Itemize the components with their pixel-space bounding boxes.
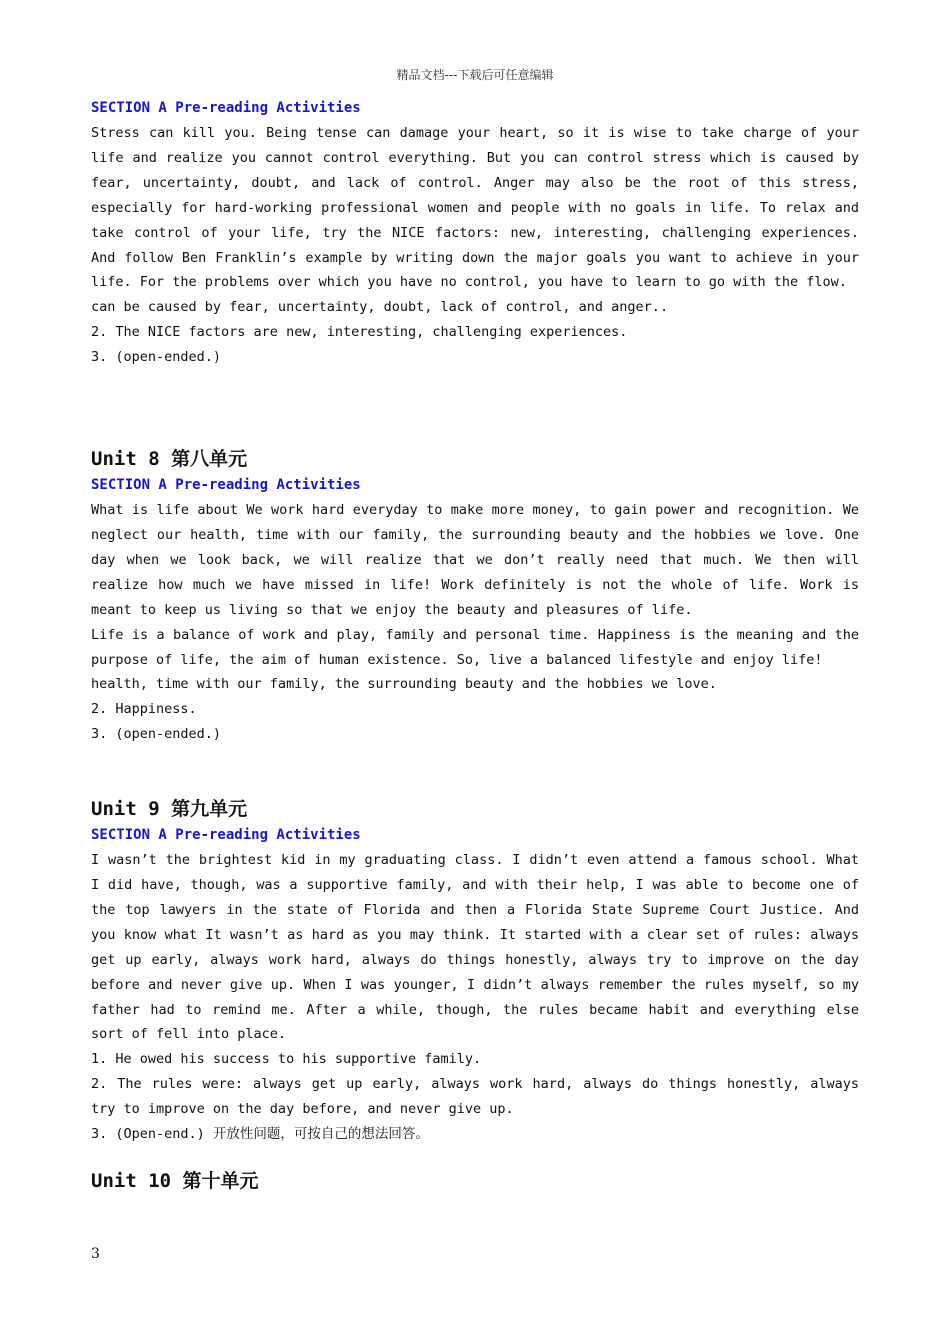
answer-3: 3. (open-ended.) — [91, 726, 222, 743]
section-a-label: SECTION A Pre-reading Activities — [91, 100, 361, 116]
section-a-label: SECTION A Pre-reading Activities — [91, 827, 361, 844]
answer-2: 2. The rules were: always get up early, always work hard, always do things honestly, always try to improve on the day before, and never give up. — [91, 1076, 859, 1118]
answer-1: health, time with our family, the surrounding beauty and the hobbies we love. — [91, 676, 717, 693]
answer-1: can be caused by fear, uncertainty, doubt, lack of control, and anger.. — [91, 299, 669, 316]
unit-10-title: Unit 10 第十单元 — [91, 1170, 259, 1192]
answer-2: 2. The NICE factors are new, interesting, challenging experiences. — [91, 324, 628, 341]
unit-9-title: Unit 9 第九单元 — [91, 798, 248, 821]
answer-1: 1. He owed his success to his supportive family. — [91, 1051, 482, 1068]
page-header: 精品文档---下载后可任意编辑 — [396, 68, 554, 82]
unit-8-title: Unit 8 第八单元 — [91, 448, 248, 471]
page-number: 3 — [91, 1246, 100, 1262]
section-a-label: SECTION A Pre-reading Activities — [91, 477, 361, 494]
passage-life-2: Life is a balance of work and play, family and personal time. Happiness is the meaning and the purpose of life, the aim of human existence. So, live a balanced lifestyle and enjoy life! — [91, 626, 859, 668]
answer-2: 2. Happiness. — [91, 701, 197, 718]
answer-3: 3. (Open-end.) 开放性问题，可按自己的想法回答。 — [91, 1126, 429, 1143]
page-content — [91, 96, 859, 1195]
passage-life-1: What is life about We work hard everyday to make more money, to gain power and recognition. We neglect our health, time with our family, the surrounding beauty and the hobbies we love. One day when we look back, we will realize that we don’t really need that much. We then will realize how much we have missed in life! Work definitely is not the whole of life. Work is meant to keep us living so that we enjoy the beauty and pleasures of life. — [91, 502, 859, 618]
answer-3: 3. (open-ended.) — [91, 349, 222, 366]
passage-success: I wasn’t the brightest kid in my graduating class. I didn’t even attend a famous school. What I did have, though, was a supportive family, and with their help, I was able to become one of the top lawyers in the state of Florida and then a Florida State Supreme Court Justice. And you know what It wasn’t as hard as you may think. It started with a clear set of rules: always get up early, always work hard, always do things honestly, always try to improve on the day before and never give up. When I was younger, I didn’t always remember the rules myself, so my father had to remind me. After a while, though, the rules became habit and everything else sort of fell into place. — [91, 852, 859, 1043]
passage-stress: Stress can kill you. Being tense can damage your heart, so it is wise to take charge of your life and realize you cannot control everything. But you can control stress which is caused by fear, uncertainty, doubt, and lack of control. Anger may also be the root of this stress, especially for hard-working professional women and people with no goals in life. To relax and take control of your life, try the NICE factors: new, interesting, challenging experiences. And follow Ben Franklin’s example by writing down the major goals you want to achieve in your life. For the problems over which you have no control, you have to learn to go with the flow. — [91, 125, 859, 291]
